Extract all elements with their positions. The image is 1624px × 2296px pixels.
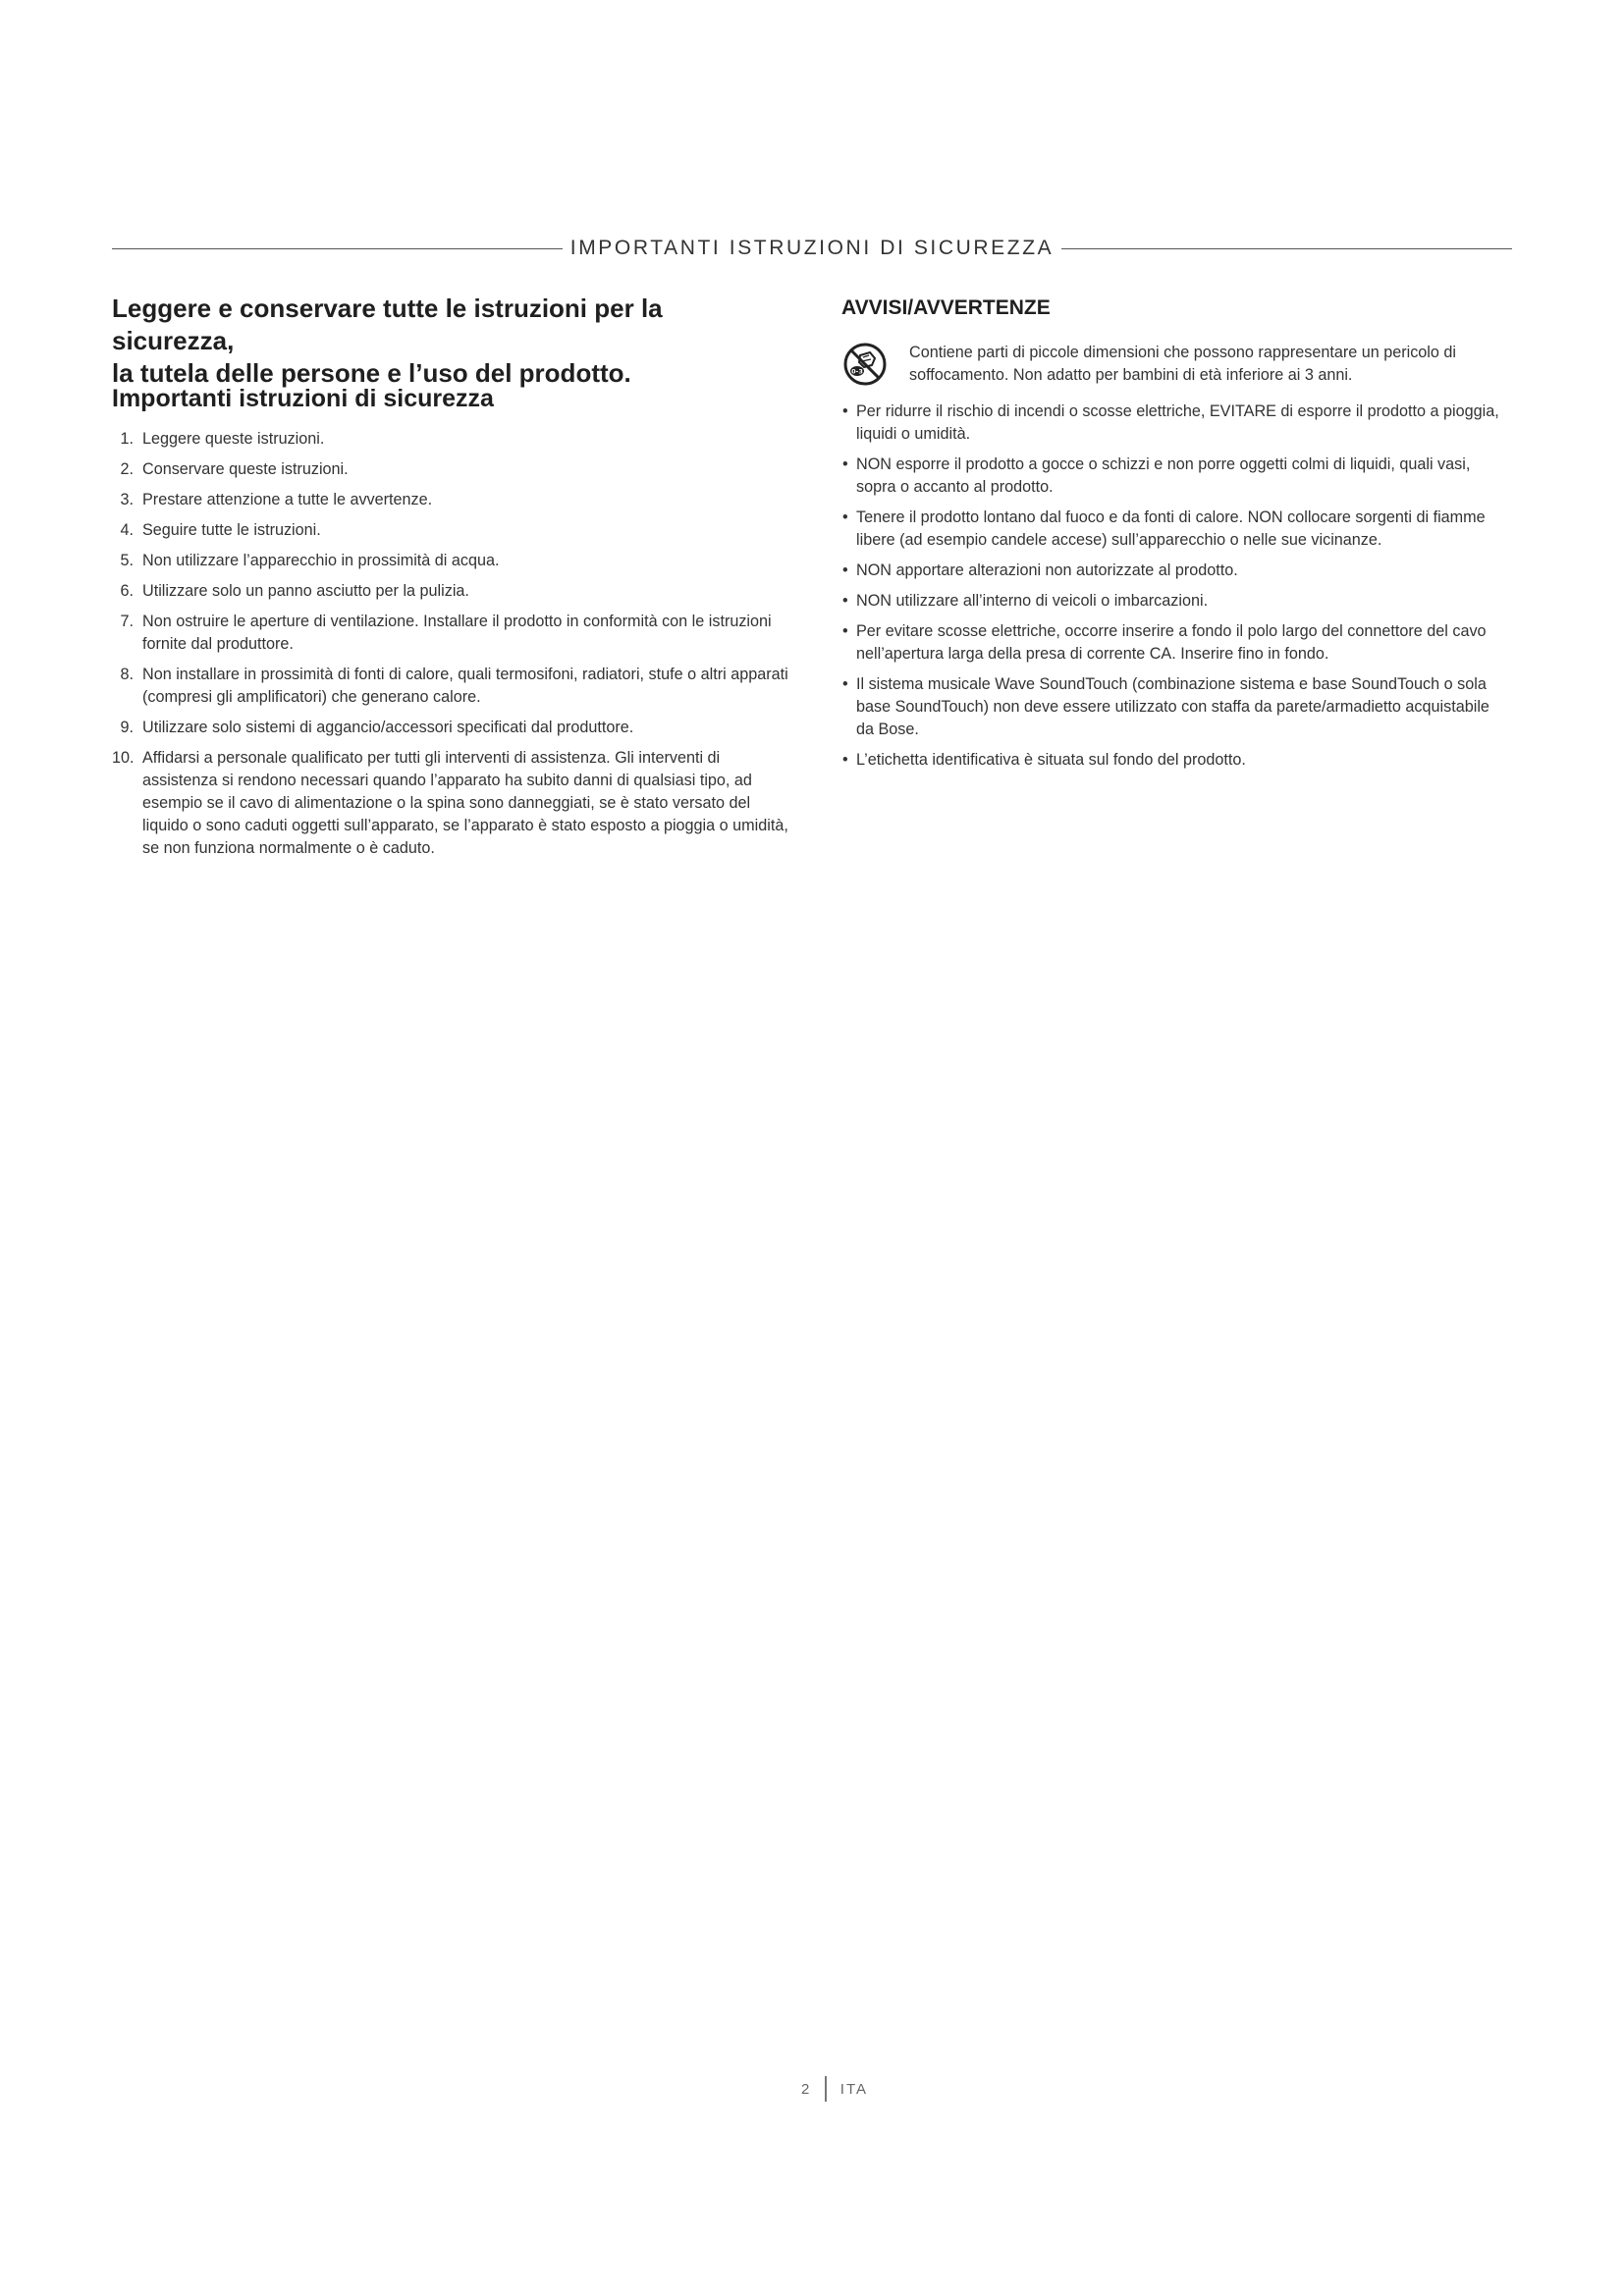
item-text: Affidarsi a personale qualificato per tutti gli interventi di assistenza. Gli interventi di assistenza si rendono necessari quando l’apparato ha subito danni di qualsiasi tipo, ad esempio se il cavo di alimentazione o la spina sono danneggiati, se è stato versato del liquido o sono caduti oggetti sull’apparato, se l’apparato è stato esposto a pioggia o umidità, se non funziona normalmente o è caduto. [142,749,788,857]
footer-separator [825,2076,827,2102]
header-rule-right [1061,248,1512,249]
item-number: 10. [112,749,135,767]
item-number: 8. [120,666,134,683]
item-text: Non installare in prossimità di fonti di calore, quali termosifoni, radiatori, stufe o altri apparati (compresi gli amplificatori) che generano calore. [142,666,788,706]
warning-text: L’etichetta identificativa è situata sul fondo del prodotto. [856,751,1246,769]
item-text: Utilizzare solo un panno asciutto per la pulizia. [142,582,469,600]
bullet: • [842,675,848,693]
warnings-list [841,400,1509,779]
item-number: 6. [120,582,134,600]
list-item [112,519,789,542]
list-item [112,580,789,603]
bullet: • [842,751,848,769]
age-label: 0-3 [851,367,863,376]
item-text: Non utilizzare l’apparecchio in prossimità di acqua. [142,552,500,569]
list-item [841,749,1509,772]
list-item [112,458,789,481]
page-number: 2 [800,2080,812,2098]
list-item [841,454,1509,499]
list-item [841,620,1509,666]
list-item [841,590,1509,613]
item-number: 1. [120,430,134,448]
warning-text: NON esporre il prodotto a gocce o schizzi e non porre oggetti colmi di liquidi, quali vasi, sopra o accanto al prodotto. [856,455,1471,496]
item-number: 5. [120,552,134,569]
bullet: • [842,455,848,473]
warning-text: NON utilizzare all’interno di veicoli o imbarcazioni. [856,592,1209,610]
bullet: • [842,402,848,420]
list-item [112,664,789,709]
bullet: • [842,592,848,610]
item-text: Utilizzare solo sistemi di aggancio/accessori specificati dal produttore. [142,719,634,736]
instructions-heading: Importanti istruzioni di sicurezza [112,385,494,412]
item-number: 9. [120,719,134,736]
choking-hazard-notice [841,342,1509,387]
left-column [112,293,789,857]
choking-hazard-text: Contiene parti di piccole dimensioni che possono rappresentare un pericolo di soffocamento. Non adatto per bambini di età inferiore ai 3 anni. [909,344,1457,384]
header-title: IMPORTANTI ISTRUZIONI DI SICUREZZA [569,237,1055,259]
instructions-list [112,428,789,868]
warning-text: Per ridurre il rischio di incendi o scosse elettriche, EVITARE di esporre il prodotto a pioggia, liquidi o umidità. [856,402,1499,443]
item-number: 3. [120,491,134,508]
warning-text: Il sistema musicale Wave SoundTouch (combinazione sistema e base SoundTouch o sola base SoundTouch) non deve essere utilizzato con staffa da parete/armadietto acquistabile da Bose. [856,675,1489,738]
lead-paragraph [112,293,789,390]
warnings-heading: AVVISI/AVVERTENZE [841,296,1051,319]
page-header [112,234,1512,263]
bullet: • [842,508,848,526]
list-item [112,489,789,511]
list-item [841,400,1509,446]
list-item [112,428,789,451]
warning-text: NON apportare alterazioni non autorizzate al prodotto. [856,561,1238,579]
item-text: Conservare queste istruzioni. [142,460,349,478]
item-text: Leggere queste istruzioni. [142,430,325,448]
list-item [841,507,1509,552]
list-item [112,717,789,739]
page-footer [766,2075,903,2103]
list-item [112,747,789,860]
bullet: • [842,561,848,579]
bullet: • [842,622,848,640]
lead-line-1: Leggere e conservare tutte le istruzioni per la sicurezza, [112,294,663,355]
lead-line-2: la tutela delle persone e l’uso del prodotto. [112,358,631,388]
header-rule-left [112,248,563,249]
choking-hazard-icon [842,342,888,387]
list-item [841,673,1509,741]
item-number: 2. [120,460,134,478]
item-text: Non ostruire le aperture di ventilazione. Installare il prodotto in conformità con le istruzioni fornite dal produttore. [142,613,772,653]
item-number: 4. [120,521,134,539]
warning-text: Tenere il prodotto lontano dal fuoco e da fonti di calore. NON collocare sorgenti di fiamme libere (ad esempio candele accese) sull’apparecchio o nelle sue vicinanze. [856,508,1486,549]
language-code: ITA [839,2080,869,2098]
item-text: Seguire tutte le istruzioni. [142,521,321,539]
item-text: Prestare attenzione a tutte le avvertenze. [142,491,433,508]
list-item [112,611,789,656]
list-item [841,560,1509,582]
warning-text: Per evitare scosse elettriche, occorre inserire a fondo il polo largo del connettore del cavo nell’apertura larga della presa di corrente CA. Inserire fino in fondo. [856,622,1487,663]
list-item [112,550,789,572]
item-number: 7. [120,613,134,630]
